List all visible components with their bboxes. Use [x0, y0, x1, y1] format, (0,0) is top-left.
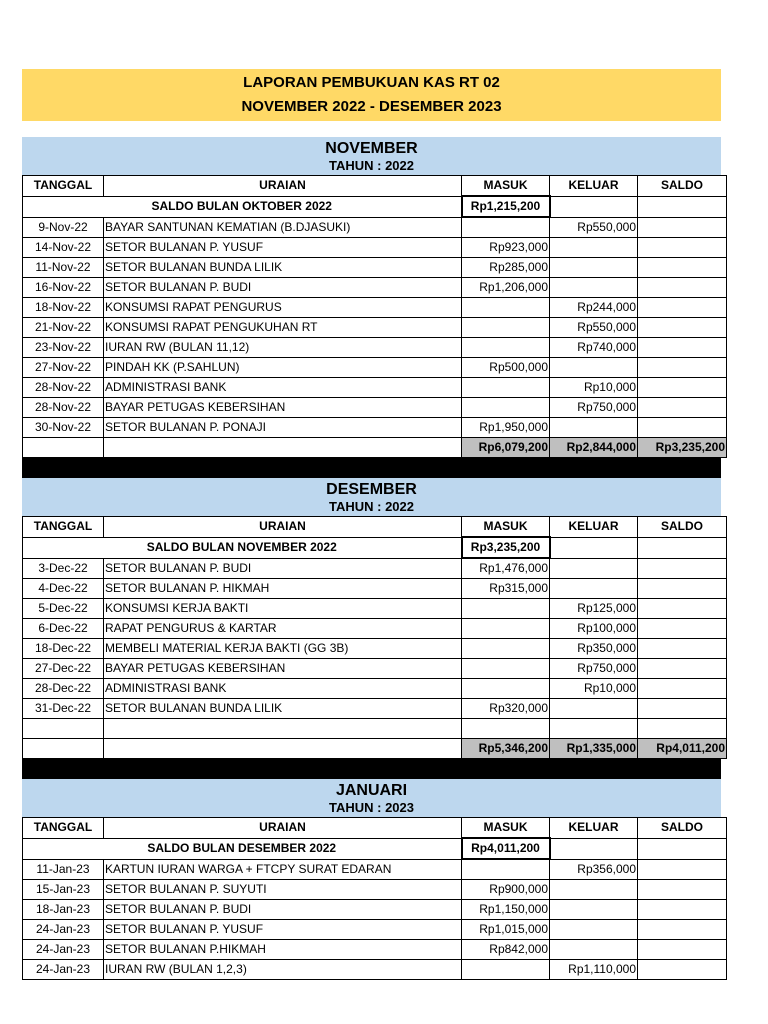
description-cell: BAYAR PETUGAS KEBERSIHAN: [104, 659, 462, 679]
expense-cell: [550, 238, 638, 258]
opening-balance-value: Rp1,215,200: [462, 196, 550, 217]
report-title: LAPORAN PEMBUKUAN KAS RT 02: [243, 74, 500, 91]
date-cell: 11-Nov-22: [23, 258, 104, 278]
balance-cell: [638, 599, 727, 619]
month-year: TAHUN : 2022: [328, 498, 414, 514]
expense-cell: [550, 699, 638, 719]
income-cell: Rp923,000: [462, 238, 550, 258]
date-cell: 11-Jan-23: [23, 859, 104, 880]
description-cell: KONSUMSI KERJA BAKTI: [104, 599, 462, 619]
date-cell: 28-Dec-22: [23, 679, 104, 699]
balance-cell: [638, 418, 727, 438]
income-cell: [462, 599, 550, 619]
date-cell: 27-Nov-22: [23, 358, 104, 378]
date-cell: 21-Nov-22: [23, 318, 104, 338]
column-header-tanggal: TANGGAL: [23, 176, 104, 197]
income-cell: Rp900,000: [462, 880, 550, 900]
balance-cell: [638, 639, 727, 659]
balance-cell: [638, 859, 727, 880]
column-header-row: [23, 176, 727, 197]
table-row: [23, 639, 727, 659]
description-cell: BAYAR PETUGAS KEBERSIHAN: [104, 398, 462, 418]
date-cell: 5-Dec-22: [23, 599, 104, 619]
column-header-row: [23, 818, 727, 839]
table-row: [23, 940, 727, 960]
income-cell: Rp315,000: [462, 579, 550, 599]
table-row: [23, 679, 727, 699]
empty-cell: [104, 438, 462, 458]
date-cell: 18-Jan-23: [23, 900, 104, 920]
expense-cell: [550, 940, 638, 960]
date-cell: 18-Nov-22: [23, 298, 104, 318]
expense-cell: Rp356,000: [550, 859, 638, 880]
description-cell: PINDAH KK (P.SAHLUN): [104, 358, 462, 378]
table-row: [23, 859, 727, 880]
spacer: [22, 121, 721, 137]
balance-cell: [638, 900, 727, 920]
income-cell: [462, 217, 550, 238]
description-cell: SETOR BULANAN P. YUSUF: [104, 238, 462, 258]
expense-cell: Rp550,000: [550, 318, 638, 338]
description-cell: SETOR BULANAN BUNDA LILIK: [104, 258, 462, 278]
date-cell: 28-Nov-22: [23, 398, 104, 418]
date-cell: 28-Nov-22: [23, 378, 104, 398]
expense-cell: Rp10,000: [550, 378, 638, 398]
opening-balance-row: [23, 537, 727, 558]
table-row: [23, 318, 727, 338]
expense-cell: Rp244,000: [550, 298, 638, 318]
income-cell: [462, 639, 550, 659]
balance-cell: [638, 358, 727, 378]
date-cell: 31-Dec-22: [23, 699, 104, 719]
expense-cell: [550, 920, 638, 940]
balance-cell: [638, 920, 727, 940]
empty-cell: [104, 739, 462, 759]
description-cell: SETOR BULANAN P. BUDI: [104, 900, 462, 920]
month-name: JANUARI: [335, 781, 408, 799]
month-year: TAHUN : 2023: [328, 799, 414, 815]
description-cell: IURAN RW (BULAN 1,2,3): [104, 960, 462, 980]
income-cell: Rp1,476,000: [462, 558, 550, 579]
income-cell: [462, 338, 550, 358]
expense-cell: [550, 358, 638, 378]
expense-cell: Rp750,000: [550, 398, 638, 418]
table-row: [23, 558, 727, 579]
expense-cell: [550, 900, 638, 920]
income-cell: Rp1,206,000: [462, 278, 550, 298]
description-cell: SETOR BULANAN P. BUDI: [104, 558, 462, 579]
balance-cell: [638, 378, 727, 398]
month-header: [22, 478, 721, 516]
income-cell: Rp285,000: [462, 258, 550, 278]
empty-cell: [550, 537, 638, 558]
income-cell: [462, 679, 550, 699]
income-cell: Rp320,000: [462, 699, 550, 719]
total-expense: Rp2,844,000: [550, 438, 638, 458]
balance-cell: [638, 258, 727, 278]
balance-cell: [638, 719, 727, 739]
balance-cell: [638, 338, 727, 358]
date-cell: 27-Dec-22: [23, 659, 104, 679]
description-cell: IURAN RW (BULAN 11,12): [104, 338, 462, 358]
report-title-box: [22, 69, 721, 121]
date-cell: 24-Jan-23: [23, 960, 104, 980]
expense-cell: Rp750,000: [550, 659, 638, 679]
balance-cell: [638, 619, 727, 639]
date-cell: 23-Nov-22: [23, 338, 104, 358]
table-row: [23, 900, 727, 920]
date-cell: 30-Nov-22: [23, 418, 104, 438]
balance-cell: [638, 298, 727, 318]
expense-cell: Rp125,000: [550, 599, 638, 619]
opening-balance-row: [23, 838, 727, 859]
description-cell: ADMINISTRASI BANK: [104, 378, 462, 398]
expense-cell: Rp1,110,000: [550, 960, 638, 980]
balance-cell: [638, 278, 727, 298]
expense-cell: [550, 258, 638, 278]
expense-cell: [550, 278, 638, 298]
column-header-tanggal: TANGGAL: [23, 517, 104, 538]
column-header-uraian: URAIAN: [104, 818, 462, 839]
balance-cell: [638, 880, 727, 900]
income-cell: Rp500,000: [462, 358, 550, 378]
opening-balance-value: Rp3,235,200: [462, 537, 550, 558]
income-cell: [462, 398, 550, 418]
table-row: [23, 358, 727, 378]
balance-cell: [638, 398, 727, 418]
table-row: [23, 960, 727, 980]
column-header-tanggal: TANGGAL: [23, 818, 104, 839]
column-header-uraian: URAIAN: [104, 517, 462, 538]
table-row: [23, 619, 727, 639]
income-cell: [462, 318, 550, 338]
table-row: [23, 599, 727, 619]
balance-cell: [638, 217, 727, 238]
table-row: [23, 719, 727, 739]
income-cell: [462, 619, 550, 639]
table-row: [23, 659, 727, 679]
description-cell: SETOR BULANAN P. PONAJI: [104, 418, 462, 438]
description-cell: SETOR BULANAN P.HIKMAH: [104, 940, 462, 960]
date-cell: [23, 719, 104, 739]
month-year: TAHUN : 2022: [328, 157, 414, 173]
report-period: NOVEMBER 2022 - DESEMBER 2023: [241, 98, 502, 115]
expense-cell: Rp350,000: [550, 639, 638, 659]
description-cell: SETOR BULANAN P. HIKMAH: [104, 579, 462, 599]
expense-cell: Rp10,000: [550, 679, 638, 699]
month-sections: [22, 137, 725, 980]
section-separator: [22, 458, 721, 478]
date-cell: 9-Nov-22: [23, 217, 104, 238]
income-cell: [462, 298, 550, 318]
ledger-table: [22, 175, 727, 458]
balance-cell: [638, 699, 727, 719]
table-row: [23, 258, 727, 278]
table-row: [23, 398, 727, 418]
date-cell: 16-Nov-22: [23, 278, 104, 298]
balance-cell: [638, 318, 727, 338]
date-cell: 3-Dec-22: [23, 558, 104, 579]
empty-cell: [550, 838, 638, 859]
cash-report-sheet: [22, 69, 725, 980]
income-cell: [462, 659, 550, 679]
table-row: [23, 378, 727, 398]
table-row: [23, 238, 727, 258]
total-balance: Rp3,235,200: [638, 438, 727, 458]
income-cell: [462, 960, 550, 980]
total-expense: Rp1,335,000: [550, 739, 638, 759]
month-header: [22, 779, 721, 817]
table-row: [23, 579, 727, 599]
month-header: [22, 137, 721, 175]
description-cell: BAYAR SANTUNAN KEMATIAN (B.DJASUKI): [104, 217, 462, 238]
balance-cell: [638, 238, 727, 258]
table-row: [23, 298, 727, 318]
date-cell: 6-Dec-22: [23, 619, 104, 639]
description-cell: MEMBELI MATERIAL KERJA BAKTI (GG 3B): [104, 639, 462, 659]
opening-balance-label: SALDO BULAN DESEMBER 2022: [23, 838, 462, 859]
expense-cell: [550, 880, 638, 900]
expense-cell: Rp100,000: [550, 619, 638, 639]
expense-cell: [550, 418, 638, 438]
description-cell: KONSUMSI RAPAT PENGUKUHAN RT: [104, 318, 462, 338]
table-row: [23, 418, 727, 438]
description-cell: KONSUMSI RAPAT PENGURUS: [104, 298, 462, 318]
description-cell: ADMINISTRASI BANK: [104, 679, 462, 699]
balance-cell: [638, 940, 727, 960]
table-row: [23, 217, 727, 238]
total-income: Rp5,346,200: [462, 739, 550, 759]
opening-balance-label: SALDO BULAN NOVEMBER 2022: [23, 537, 462, 558]
column-header-uraian: URAIAN: [104, 176, 462, 197]
table-row: [23, 699, 727, 719]
expense-cell: Rp550,000: [550, 217, 638, 238]
income-cell: Rp1,150,000: [462, 900, 550, 920]
column-header-saldo: SALDO: [638, 176, 727, 197]
description-cell: SETOR BULANAN BUNDA LILIK: [104, 699, 462, 719]
table-row: [23, 880, 727, 900]
total-balance: Rp4,011,200: [638, 739, 727, 759]
table-row: [23, 920, 727, 940]
column-header-masuk: MASUK: [462, 818, 550, 839]
description-cell: SETOR BULANAN P. BUDI: [104, 278, 462, 298]
description-cell: [104, 719, 462, 739]
income-cell: Rp1,950,000: [462, 418, 550, 438]
description-cell: SETOR BULANAN P. SUYUTI: [104, 880, 462, 900]
expense-cell: Rp740,000: [550, 338, 638, 358]
total-row: [23, 739, 727, 759]
column-header-keluar: KELUAR: [550, 818, 638, 839]
column-header-row: [23, 517, 727, 538]
month-name: NOVEMBER: [325, 139, 418, 157]
empty-cell: [23, 438, 104, 458]
opening-balance-label: SALDO BULAN OKTOBER 2022: [23, 196, 462, 217]
empty-cell: [638, 537, 727, 558]
income-cell: Rp842,000: [462, 940, 550, 960]
balance-cell: [638, 960, 727, 980]
date-cell: 4-Dec-22: [23, 579, 104, 599]
date-cell: 24-Jan-23: [23, 920, 104, 940]
description-cell: SETOR BULANAN P. YUSUF: [104, 920, 462, 940]
income-cell: [462, 378, 550, 398]
income-cell: [462, 859, 550, 880]
column-header-keluar: KELUAR: [550, 517, 638, 538]
empty-cell: [550, 196, 638, 217]
description-cell: KARTUN IURAN WARGA + FTCPY SURAT EDARAN: [104, 859, 462, 880]
balance-cell: [638, 659, 727, 679]
column-header-saldo: SALDO: [638, 517, 727, 538]
income-cell: [462, 719, 550, 739]
total-row: [23, 438, 727, 458]
expense-cell: [550, 558, 638, 579]
empty-cell: [23, 739, 104, 759]
date-cell: 15-Jan-23: [23, 880, 104, 900]
expense-cell: [550, 579, 638, 599]
column-header-masuk: MASUK: [462, 517, 550, 538]
table-row: [23, 338, 727, 358]
income-cell: Rp1,015,000: [462, 920, 550, 940]
column-header-saldo: SALDO: [638, 818, 727, 839]
column-header-keluar: KELUAR: [550, 176, 638, 197]
empty-cell: [638, 838, 727, 859]
balance-cell: [638, 679, 727, 699]
date-cell: 14-Nov-22: [23, 238, 104, 258]
opening-balance-value: Rp4,011,200: [462, 838, 550, 859]
empty-cell: [638, 196, 727, 217]
section-separator: [22, 759, 721, 779]
opening-balance-row: [23, 196, 727, 217]
ledger-table: [22, 516, 727, 759]
expense-cell: [550, 719, 638, 739]
date-cell: 24-Jan-23: [23, 940, 104, 960]
balance-cell: [638, 579, 727, 599]
ledger-table: [22, 817, 727, 980]
column-header-masuk: MASUK: [462, 176, 550, 197]
balance-cell: [638, 558, 727, 579]
description-cell: RAPAT PENGURUS & KARTAR: [104, 619, 462, 639]
table-row: [23, 278, 727, 298]
date-cell: 18-Dec-22: [23, 639, 104, 659]
month-name: DESEMBER: [326, 480, 417, 498]
total-income: Rp6,079,200: [462, 438, 550, 458]
